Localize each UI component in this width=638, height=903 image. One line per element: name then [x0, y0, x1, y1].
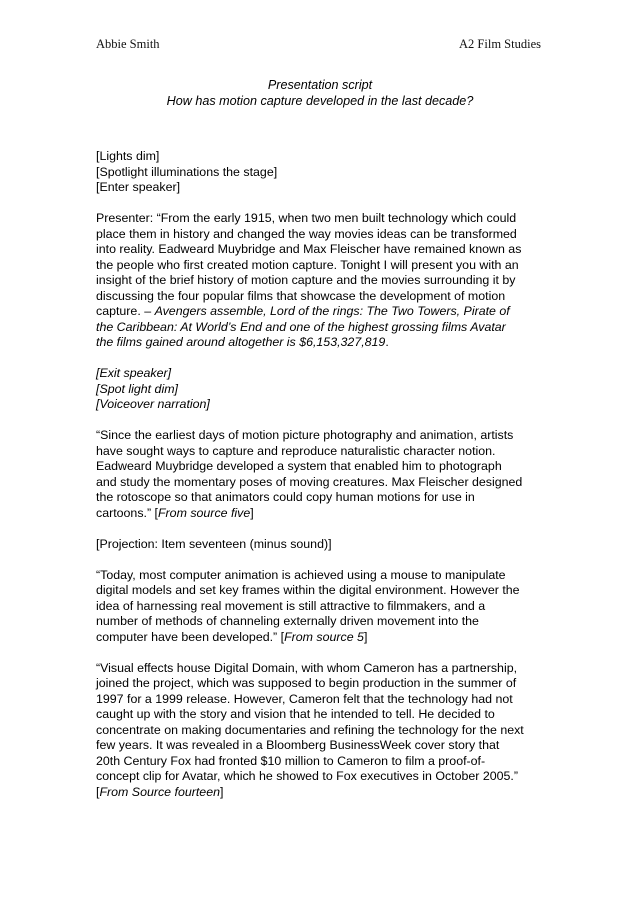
text-run: computer have been developed.” [: [96, 629, 285, 644]
paragraph-line: idea of harnessing real movement is still attractive to filmmakers, and a: [96, 598, 486, 613]
title-line-1: Presentation script: [267, 78, 373, 92]
paragraph-line: Presenter: “From the early 1915, when two men built technology which could: [96, 211, 517, 225]
text-run: the films gained around altogether is $6,153,327,819: [96, 335, 386, 349]
paragraph-line: few years. It was revealed in a Bloomberg BusinessWeek cover story that: [96, 738, 500, 752]
text-run: ]: [250, 505, 254, 520]
source-citation: From source five: [157, 505, 251, 520]
stage-directions-opening: [96, 149, 544, 196]
text-run: [: [96, 784, 100, 799]
source-citation: From Source fourteen: [99, 784, 220, 799]
paragraph-line: place them in history and changed the way movies ideas can be transformed: [96, 226, 517, 241]
paragraph-line: joined the project, which was supposed to begin production in the summer of: [96, 676, 517, 690]
text-run: cartoons.” [: [96, 505, 158, 520]
paragraph-line: the Caribbean: At World’s End and one of the highest grossing films Avatar: [96, 319, 506, 334]
paragraph-line: 1997 for a 1999 release. However, Cameron felt that the technology had not: [96, 691, 513, 706]
paragraph-line: Eadweard Muybridge developed a system that enabled him to photograph: [96, 459, 502, 473]
film-list-italic: Avengers assemble, Lord of the rings: The Two Towers, Pirate of: [154, 304, 510, 318]
text-run: ]: [219, 784, 224, 799]
presenter-paragraph: [96, 211, 544, 351]
header-course: A2 Film Studies: [459, 37, 541, 51]
paragraph-line: “Today, most computer animation is achieved using a mouse to manipulate: [96, 567, 506, 582]
header-author: Abbie Smith: [96, 37, 160, 51]
document-body: [96, 149, 544, 816]
stage-direction: [Lights dim]: [96, 149, 160, 163]
projection-direction: [96, 537, 544, 553]
paragraph-line: [Projection: Item seventeen (minus sound)]: [96, 536, 332, 551]
page-header: [96, 37, 541, 55]
paragraph-line: “Since the earliest days of motion picture photography and animation, artists: [96, 428, 514, 442]
paragraph-line: digital models and set key frames within the digital environment. However the: [96, 583, 520, 597]
source-citation: From source 5: [284, 629, 364, 644]
paragraph-line: concentrate on making documentaries and refining the technology for the next: [96, 722, 524, 737]
paragraph-line: 20th Century Fox had fronted $10 million to Cameron to film a proof-of-: [96, 753, 486, 768]
paragraph-line: [96, 785, 544, 801]
paragraph-line: and study the momentary poses of moving creatures. Max Fleischer designed: [96, 474, 523, 489]
paragraph-line: into reality. Eadweard Muybridge and Max Fleischer have remained known as: [96, 242, 522, 256]
paragraph-line: the people who first created motion capture. Tonight I will present you with an: [96, 257, 519, 272]
title-line-2: How has motion capture developed in the last decade?: [166, 93, 474, 108]
stage-directions-exit: [96, 366, 544, 413]
paragraph-line: “Visual effects house Digital Domain, with whom Cameron has a partnership,: [96, 660, 518, 675]
paragraph-line: [96, 506, 544, 522]
paragraph-line: insight of the brief history of motion capture and the movies surrounding it by: [96, 273, 516, 287]
stage-direction: [Spot light dim]: [96, 381, 178, 396]
quote-paragraph-2: [96, 568, 544, 646]
text-run: ]: [363, 629, 368, 644]
paragraph-line: number of methods of channeling externally driven movement into the: [96, 614, 479, 628]
paragraph-line: caught up with the story and vision that he intended to tell. He decided to: [96, 707, 495, 721]
stage-direction: [Spotlight illuminations the stage]: [96, 164, 278, 179]
stage-direction: [Exit speaker]: [96, 366, 172, 380]
paragraph-line: [96, 630, 544, 646]
quote-paragraph-1: [96, 428, 544, 521]
paragraph-line: discussing the four popular films that showcase the development of motion: [96, 288, 506, 303]
text-run: .: [385, 335, 389, 349]
stage-direction: [Enter speaker]: [96, 180, 181, 194]
paragraph-line: the rotoscope so that animators could copy human motions for use in: [96, 490, 475, 504]
quote-paragraph-3: [96, 661, 544, 801]
document-title: [96, 78, 544, 109]
paragraph-line: have sought ways to capture and reproduce naturalistic character notion.: [96, 443, 496, 458]
paragraph-line: [96, 304, 544, 320]
text-run: capture. –: [96, 304, 155, 318]
paragraph-line: [96, 335, 544, 351]
paragraph-line: concept clip for Avatar, which he showed to Fox executives in October 2005.”: [96, 769, 518, 783]
stage-direction: [Voiceover narration]: [96, 397, 210, 411]
